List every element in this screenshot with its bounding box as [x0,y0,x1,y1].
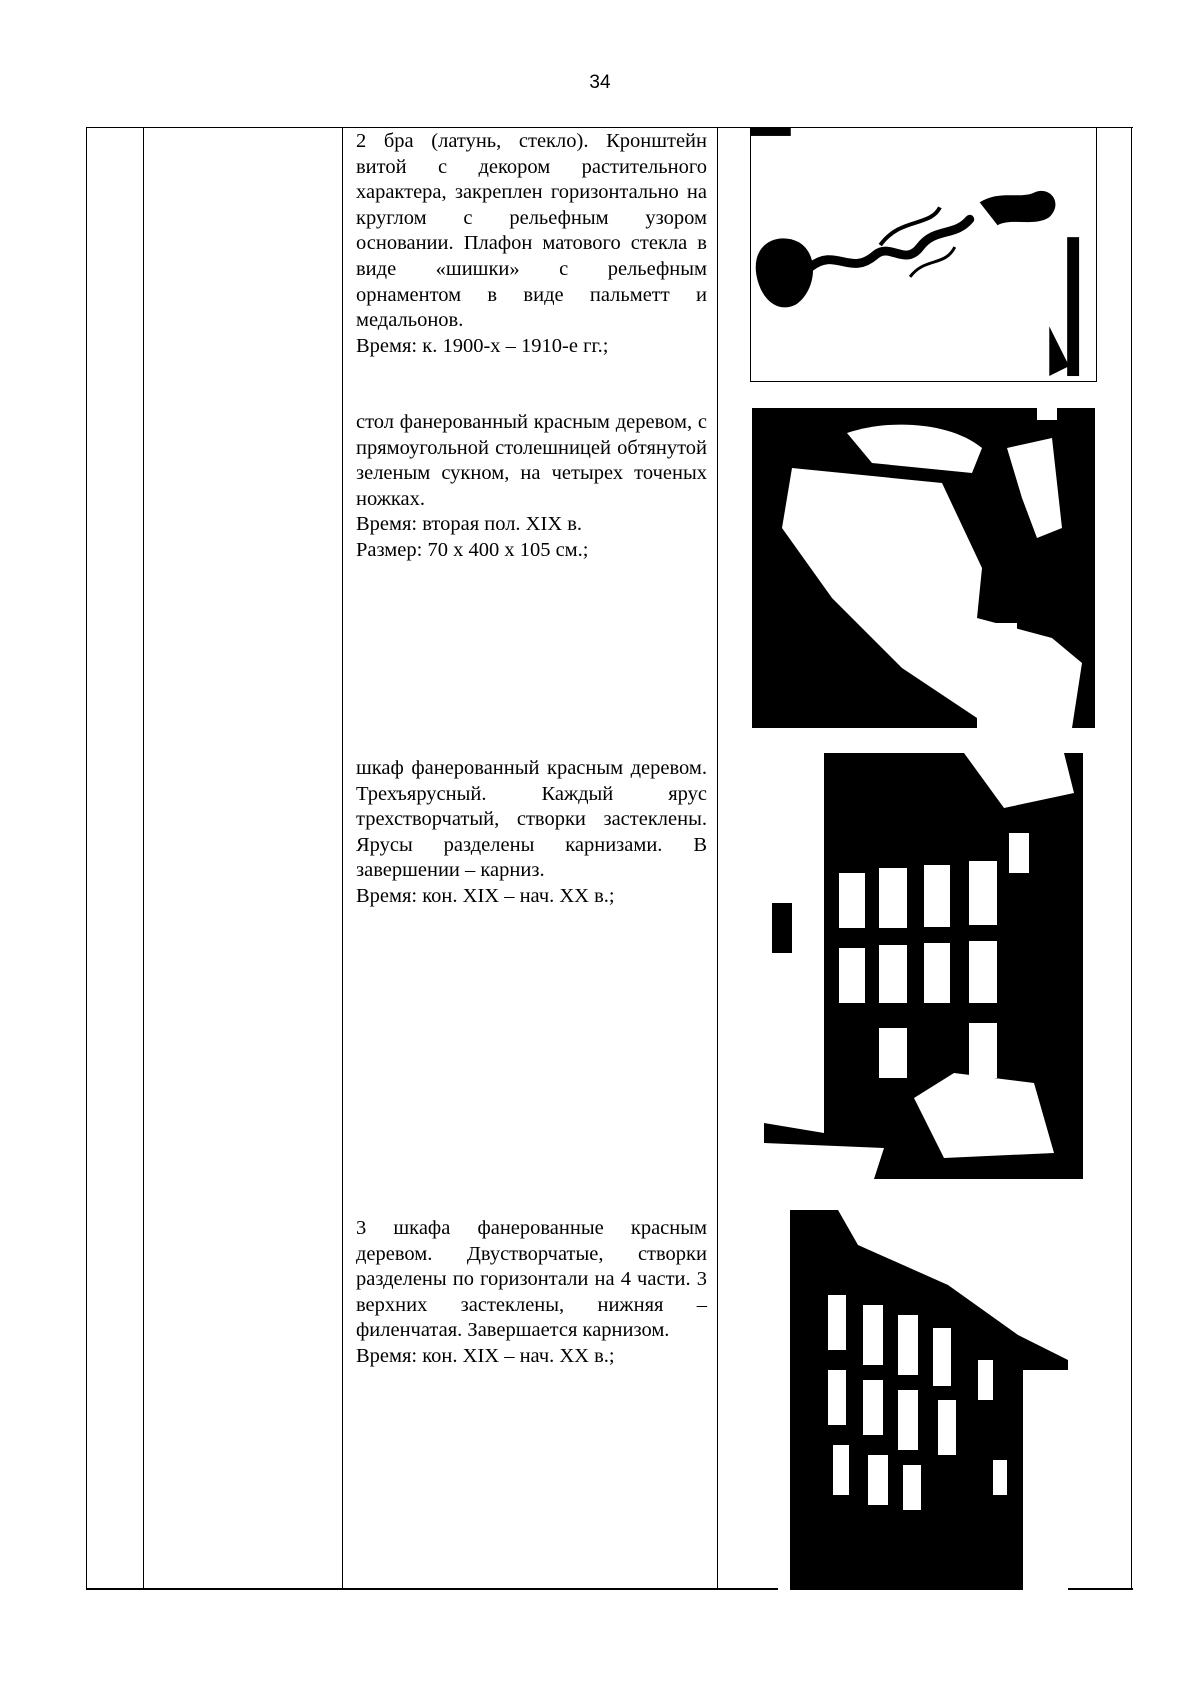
entry-time: Время: кон. XIX – нач. XX в.; [356,884,615,907]
entry-time: Время: вторая пол. XIX в. [356,513,583,536]
cabinet-photo [764,753,1083,1179]
entry-sconce [356,129,707,359]
table-border-right [1131,128,1132,1588]
column-divider-2 [342,128,343,1588]
entry-time: Время: кон. XIX – нач. XX в.; [356,1344,615,1367]
entry-description: стол фанерованный красным деревом, с прямоугольной столешницей обтянутой зеленым сукном, на четырех точеных ножках. [356,411,707,510]
column-divider-3 [717,128,718,1588]
entry-size: Размер: 70 х 400 х 105 см.; [356,538,589,561]
three-cabinets-photo [778,1210,1068,1590]
table-photo [752,408,1095,728]
table-border-left [86,128,87,1588]
sconce-photo [750,127,1097,382]
entry-cabinet [356,756,707,910]
page-number: 34 [589,72,611,93]
entry-description: 2 бра (латунь, стекло). Кронштейн витой с декором растительного характера, закреплен горизонтально на круглом с рельефным узором основании. Плафон матового стекла в виде «шишки» с рельефным орнаментом в виде пальметт и медальонов. [356,130,707,332]
column-divider-1 [143,128,144,1588]
entry-time: Время: к. 1900-х – 1910-е гг.; [356,334,609,357]
entry-table [356,410,707,564]
entry-three-cabinets [356,1216,707,1370]
entry-description: шкаф фанерованный красным деревом. Трехъярусный. Каждый ярус трехстворчатый, створки застеклены. Ярусы разделены карнизами. В завершении – карниз. [356,757,707,882]
entry-description: 3 шкафа фанерованные красным деревом. Двустворчатые, створки разделены по горизонтали на 4 части. 3 верхних застеклены, нижняя – филенчатая. Завершается карнизом. [356,1217,707,1342]
